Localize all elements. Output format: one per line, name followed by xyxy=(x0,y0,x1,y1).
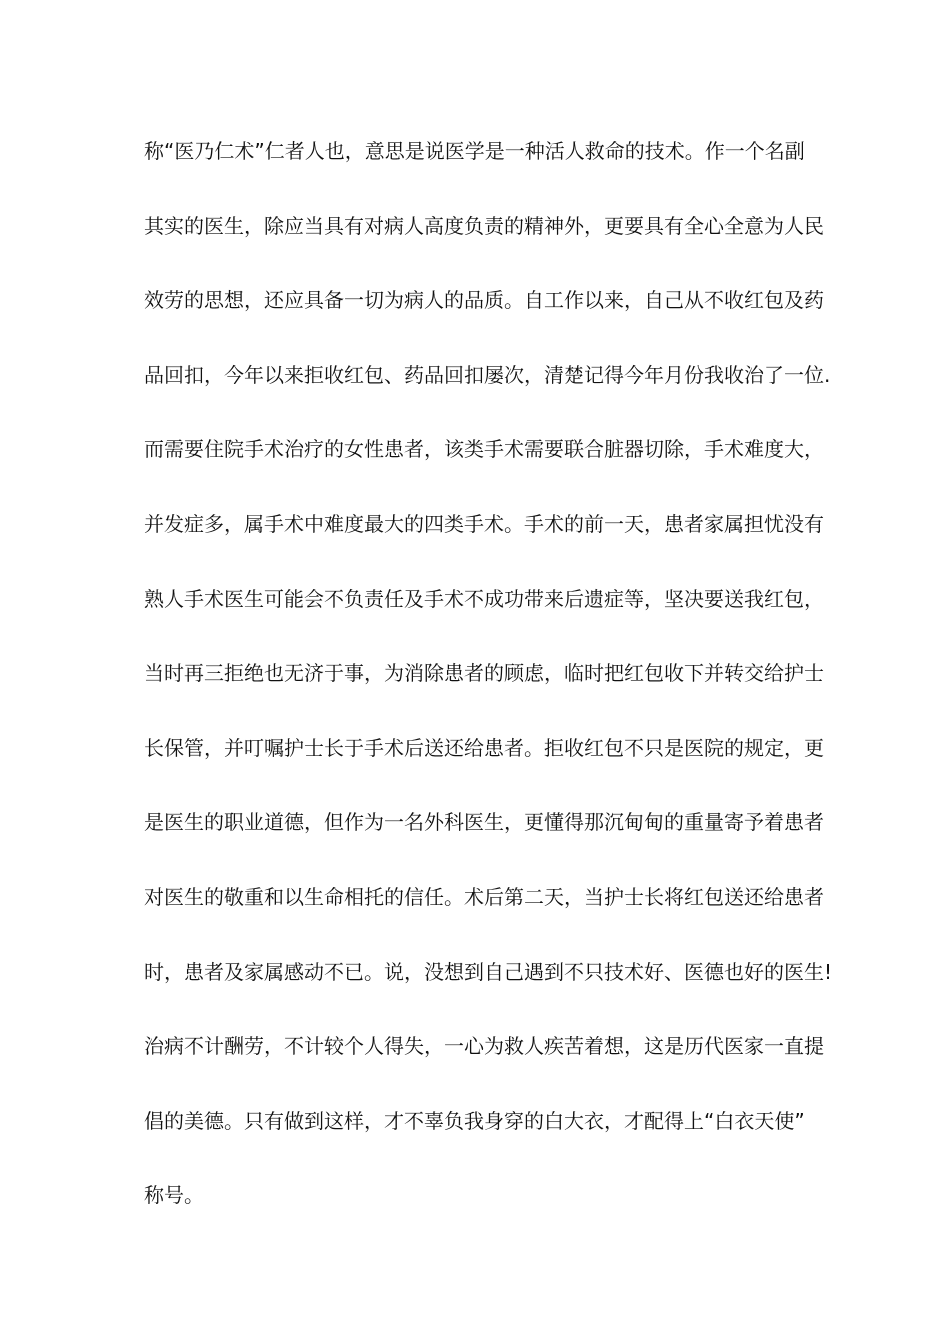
text-line: 品回扣，今年以来拒收红包、药品回扣屡次，清楚记得今年月份我收治了一位. xyxy=(144,362,831,387)
text-line: 倡的美德。只有做到这样，才不辜负我身穿的白大衣，才配得上“白衣天使” xyxy=(144,1108,805,1133)
text-line: 时，患者及家属感动不已。说，没想到自己遇到不只技术好、医德也好的医生! xyxy=(144,959,833,984)
text-line: 效劳的思想，还应具备一切为病人的品质。自工作以来，自己从不收红包及药 xyxy=(144,288,824,313)
text-line: 治病不计酬劳，不计较个人得失，一心为救人疾苦着想，这是历代医家一直提 xyxy=(144,1034,824,1059)
text-line: 熟人手术医生可能会不负责任及手术不成功带来后遗症等，坚决要送我红包， xyxy=(144,586,824,611)
text-line: 而需要住院手术治疗的女性患者，该类手术需要联合脏器切除，手术难度大， xyxy=(144,437,824,462)
text-line: 称“医乃仁术”仁者人也，意思是说医学是一种活人救命的技术。作一个名副 xyxy=(144,139,805,163)
body-text xyxy=(144,136,833,1255)
text-line: 当时再三拒绝也无济于事，为消除患者的顾虑，临时把红包收下并转交给护士 xyxy=(144,661,824,686)
text-line: 称号。 xyxy=(144,1183,204,1208)
text-line: 对医生的敬重和以生命相托的信任。术后第二天，当护士长将红包送还给患者 xyxy=(144,884,824,909)
text-line: 是医生的职业道德，但作为一名外科医生，更懂得那沉甸甸的重量寄予着患者 xyxy=(144,810,824,835)
text-line: 长保管，并叮嘱护士长于手术后送还给患者。拒收红包不只是医院的规定，更 xyxy=(144,735,824,760)
text-line: 并发症多，属手术中难度最大的四类手术。手术的前一天，患者家属担忧没有 xyxy=(144,511,824,536)
text-line: 其实的医生，除应当具有对病人高度负责的精神外，更要具有全心全意为人民 xyxy=(144,213,824,238)
